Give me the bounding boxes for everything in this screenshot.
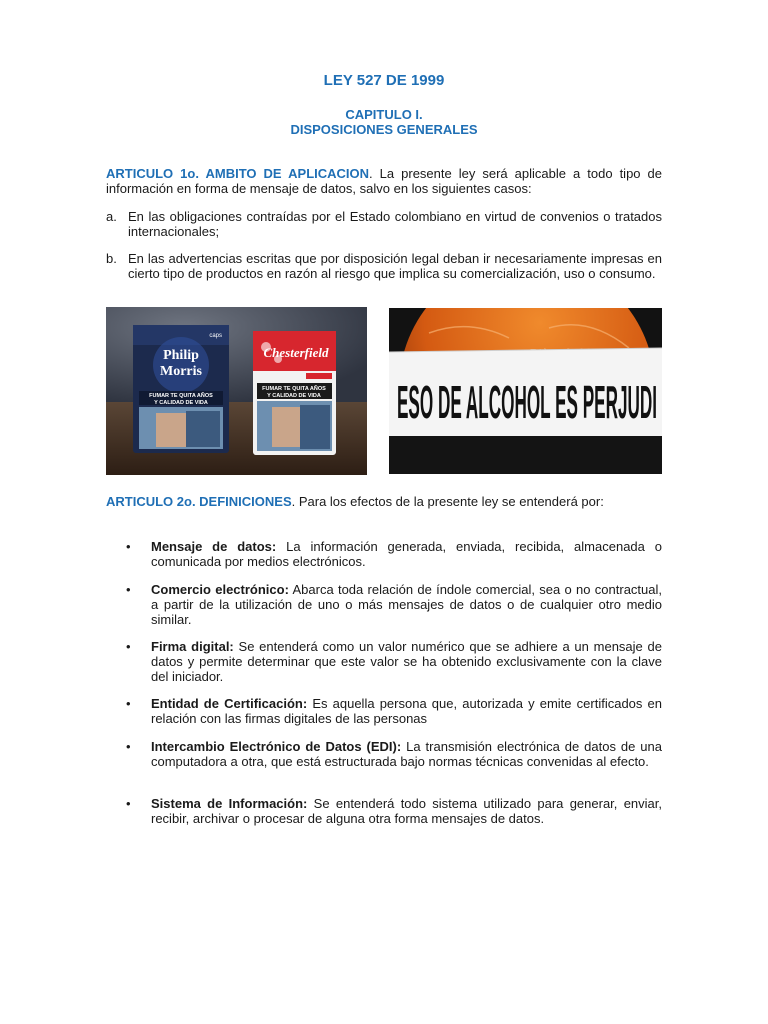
- definition-term: Firma digital:: [151, 639, 234, 654]
- pack-badge: caps: [209, 333, 222, 339]
- definition-item: [126, 582, 662, 627]
- definition-term: Mensaje de datos:: [151, 539, 277, 554]
- definition-text: La información generada, enviada, recibida, almacenada o comunicada por medios electrónicos.: [151, 539, 662, 569]
- list-marker: a.: [106, 209, 117, 224]
- article-1-body: . La presente ley será aplicable a todo tipo de información en forma de mensaje de datos, salvo en los siguientes casos:: [106, 166, 663, 196]
- definition-text: Abarca toda relación de índole comercial, sea o no contractual, a partir de la utilización de uno o más mensajes de datos o de cualquier otro medio similar.: [151, 582, 663, 627]
- bullet-icon: •: [126, 582, 131, 597]
- definition-term: Sistema de Información:: [151, 796, 308, 811]
- definition-text: Se entenderá todo sistema utilizado para generar, enviar, recibir, archivar o procesar de alguna otra forma mensajes de datos.: [151, 796, 662, 826]
- definition-item: [126, 539, 662, 569]
- svg-text:Morris: Morris: [160, 364, 202, 379]
- article-2-body: . Para los efectos de la presente ley se entenderá por:: [291, 494, 604, 509]
- article-1-heading: ARTICULO 1o. AMBITO DE APLICACION: [106, 166, 370, 181]
- alcohol-bottle-illustration: [389, 308, 662, 474]
- definition-term: Comercio electrónico:: [151, 582, 289, 597]
- bullet-icon: •: [126, 796, 131, 811]
- bullet-icon: •: [126, 739, 131, 754]
- definition-term: Intercambio Electrónico de Datos (EDI):: [151, 739, 402, 754]
- cigarette-packs-photo: [106, 307, 367, 475]
- alcohol-bottle-photo: [389, 308, 662, 474]
- definition-text: La transmisión electrónica de datos de una computadora a otra, que está estructurada bajo normas técnicas convenidas al efecto.: [151, 739, 662, 769]
- definition-item: [126, 639, 662, 684]
- definition-text: Es aquella persona que, autorizada y emite certificados en relación con las firmas digitales de las personas: [151, 696, 662, 726]
- chapter-heading: [0, 107, 768, 137]
- svg-text:FUMAR TE QUITA AÑOS: FUMAR TE QUITA AÑOS: [262, 386, 326, 392]
- list-item-text: En las obligaciones contraídas por el Estado colombiano en virtud de convenios o tratados internacionales;: [128, 209, 662, 239]
- definition-text: Se entenderá como un valor numérico que se adhiere a un mensaje de datos y permite determinar que este valor se ha obtenido exclusivamente con la clave del iniciador.: [151, 639, 662, 684]
- definition-item: [126, 739, 662, 769]
- bullet-icon: •: [126, 696, 131, 711]
- definition-item: [126, 696, 662, 726]
- chapter-name: DISPOSICIONES GENERALES: [290, 122, 478, 137]
- article-2-heading: ARTICULO 2o. DEFINICIONES: [106, 494, 292, 509]
- list-item-a: [106, 209, 662, 239]
- article-1-paragraph: [106, 166, 662, 196]
- law-title: LEY 527 DE 1999: [323, 72, 445, 89]
- definition-term: Entidad de Certificación:: [151, 696, 308, 711]
- list-item-text: En las advertencias escritas que por disposición legal deban ir necesariamente impresas en cierto tipo de productos en razón al riesgo que implica su comercialización, uso o consumo.: [128, 251, 662, 281]
- article-2-paragraph: [106, 494, 662, 509]
- list-item-b: [106, 251, 662, 281]
- svg-text:Chesterfield: Chesterfield: [263, 345, 329, 360]
- cigarette-packs-illustration: [106, 307, 367, 475]
- svg-text:FUMAR TE QUITA AÑOS: FUMAR TE QUITA AÑOS: [149, 393, 213, 399]
- svg-text:Y CALIDAD DE VIDA: Y CALIDAD DE VIDA: [267, 393, 321, 399]
- bullet-icon: •: [126, 539, 131, 554]
- bullet-icon: •: [126, 639, 131, 654]
- svg-text:Philip: Philip: [163, 348, 199, 363]
- list-marker: b.: [106, 251, 117, 266]
- definition-item: [126, 796, 662, 826]
- svg-text:Y CALIDAD DE VIDA: Y CALIDAD DE VIDA: [154, 400, 208, 406]
- bottle-warning-text: ESO DE ALCOHOL ES PERJUDI: [397, 376, 657, 428]
- chapter-number: CAPITULO I.: [345, 107, 423, 122]
